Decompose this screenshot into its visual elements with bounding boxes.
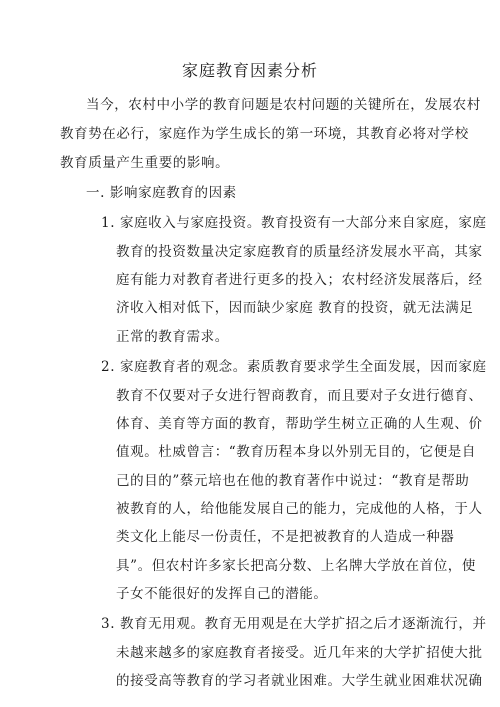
- section-heading: 一. 影响家庭教育的因素: [86, 185, 237, 201]
- intro-line: 教育势在必行，家庭作为学生成长的第一环境，其教育必将对学校: [60, 126, 469, 142]
- list-item-line: 3. 教育无用观。教育无用观是在大学扩招之后才逐渐流行，并: [101, 616, 487, 632]
- list-item-line: 2. 家庭教育者的观念。素质教育要求学生全面发展，因而家庭: [101, 359, 487, 375]
- list-item-line: 被教育的人，给他能发展自己的能力，完成他的人格，于人: [116, 501, 483, 517]
- list-item-line: 具”。但农村许多家长把高分数、上名牌大学放在首位，使: [116, 558, 477, 574]
- list-item-line: 教育的投资数量决定家庭教育的质量经济发展水平高，其家: [116, 244, 483, 260]
- list-item-line: 子女不能很好的发挥自己的潜能。: [116, 586, 328, 602]
- list-item-line: 的接受高等教育的学习者就业困难。大学生就业困难状况确: [116, 673, 483, 689]
- list-item-line: 未越来越多的家庭教育者接受。近几年来的大学扩招使大批: [116, 645, 483, 661]
- list-item-line: 庭有能力对教育者进行更多的投入；农村经济发展落后，经: [116, 272, 483, 288]
- intro-line: 当今，农村中小学的教育问题是农村问题的关键所在，发展农村: [86, 97, 481, 113]
- list-item-line: 体育、美育等方面的教育，帮助学生树立正确的人生观、价: [116, 416, 483, 432]
- list-item-line: 正常的教育需求。: [116, 329, 229, 345]
- document-title: 家庭教育因素分析: [181, 61, 318, 80]
- list-item-line: 1. 家庭收入与家庭投资。教育投资有一大部分来自家庭，家庭: [101, 215, 487, 231]
- list-item-line: 类文化上能尽一份责任，不是把被教育的人造成一种器: [116, 529, 455, 545]
- list-item-line: 教育不仅要对子女进行智商教育，而且要对子女进行德育、: [116, 388, 483, 404]
- intro-line: 教育质量产生重要的影响。: [60, 155, 230, 171]
- list-item-line: 己的目的”蔡元培也在他的教育著作中说过：“教育是帮助: [116, 473, 470, 489]
- list-item-line: 值观。杜威曾言：“教育历程本身以外别无目的，它便是自: [116, 444, 477, 460]
- list-item-line: 济收入相对低下，因而缺少家庭 教育的投资，就无法满足: [116, 300, 474, 316]
